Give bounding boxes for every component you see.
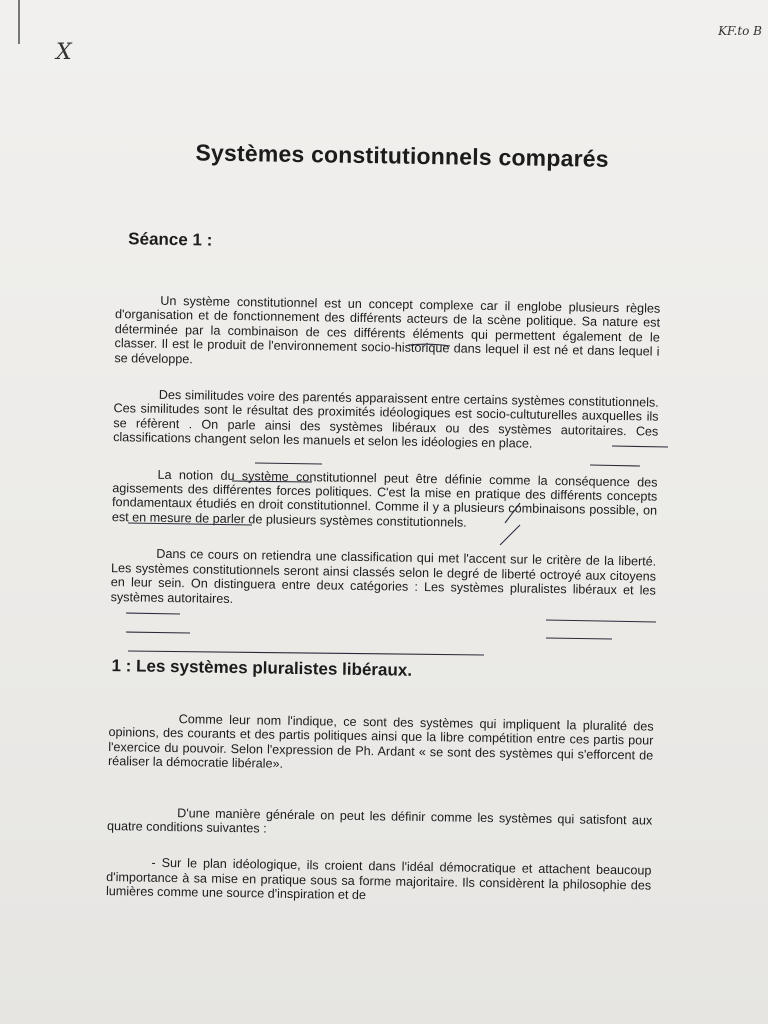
paragraph-2: Des similitudes voire des parentés apparaissent entre certains systèmes constitutionnels. Ces similitudes sont le résultat des proximités idéologiques est socio-cultuturelles auxquelles ils se réfèrent . On parle ainsi des systèmes libéraux ou des systèmes autoritaires. Ces classifications changent selon les manuels et selon les idéologies en place. (113, 387, 659, 451)
margin-pen-stroke (18, 0, 20, 44)
paragraph-1: Un système constitutionnel est un concept complexe car il englobe plusieurs règles d'organisation et de fonctionnement des différents acteurs de la scène politique. Sa nature est déterminée par la combinaison de ces différents éléments qui permettent également de le classer. Il est le produit de l'environnement socio-historique dans lequel il est né et dans lequel i se développe. (114, 293, 661, 366)
section-paragraph-2: D'une manière générale on peut les définir comme les systèmes qui satisfont aux quatre conditions suivantes : (106, 805, 653, 836)
section-heading: 1 : Les systèmes pluralistes libéraux. (111, 655, 413, 680)
paragraph-3: La notion du système constitutionnel peut être définie comme la conséquence des agissements des différentes forces politiques. C'est la mise en pratique des différents concepts fondamentaux étudiés en droit constitutionnel. Comme il y a plusieurs combinaisons possible, on est en mesure de parler de plusieurs systèmes constitutionnels. (111, 467, 658, 530)
session-heading: Séance 1 : (128, 229, 213, 250)
handwritten-x-mark: X (56, 40, 72, 65)
section-paragraph-1: Comme leur nom l'indique, ce sont des systèmes qui impliquent la pluralité des opinions, des courants et des partis politiques ainsi que la libre compétition entre ces partis pour l'exercice du pouvoir. Selon l'expression de Ph. Ardant « se sont des systèmes qui s'efforcent de réaliser la démocratie libérale». (107, 712, 654, 771)
paragraph-4: Dans ce cours on retiendra une classification qui met l'accent sur le critère de la liberté. Les systèmes constitutionnels seront ainsi classés selon le degré de liberté octroyé aux citoyens en leur sein. On distinguera entre deux catégories : Les systèmes pluralistes libéraux et les systèmes autoritaires. (110, 547, 657, 606)
document-title: Systèmes constitutionnels comparés (195, 139, 609, 172)
section-paragraph-3: - Sur le plan idéologique, ils croient dans l'idéal démocratique et attachent beaucoup d'importance à sa mise en pratique sous sa forme majoritaire. Ils considèrent la philosophie des lumières comme une source d'inspiration et de (105, 856, 652, 903)
document-body (98, 128, 665, 907)
handwritten-corner-note: KF.to B (718, 24, 762, 38)
